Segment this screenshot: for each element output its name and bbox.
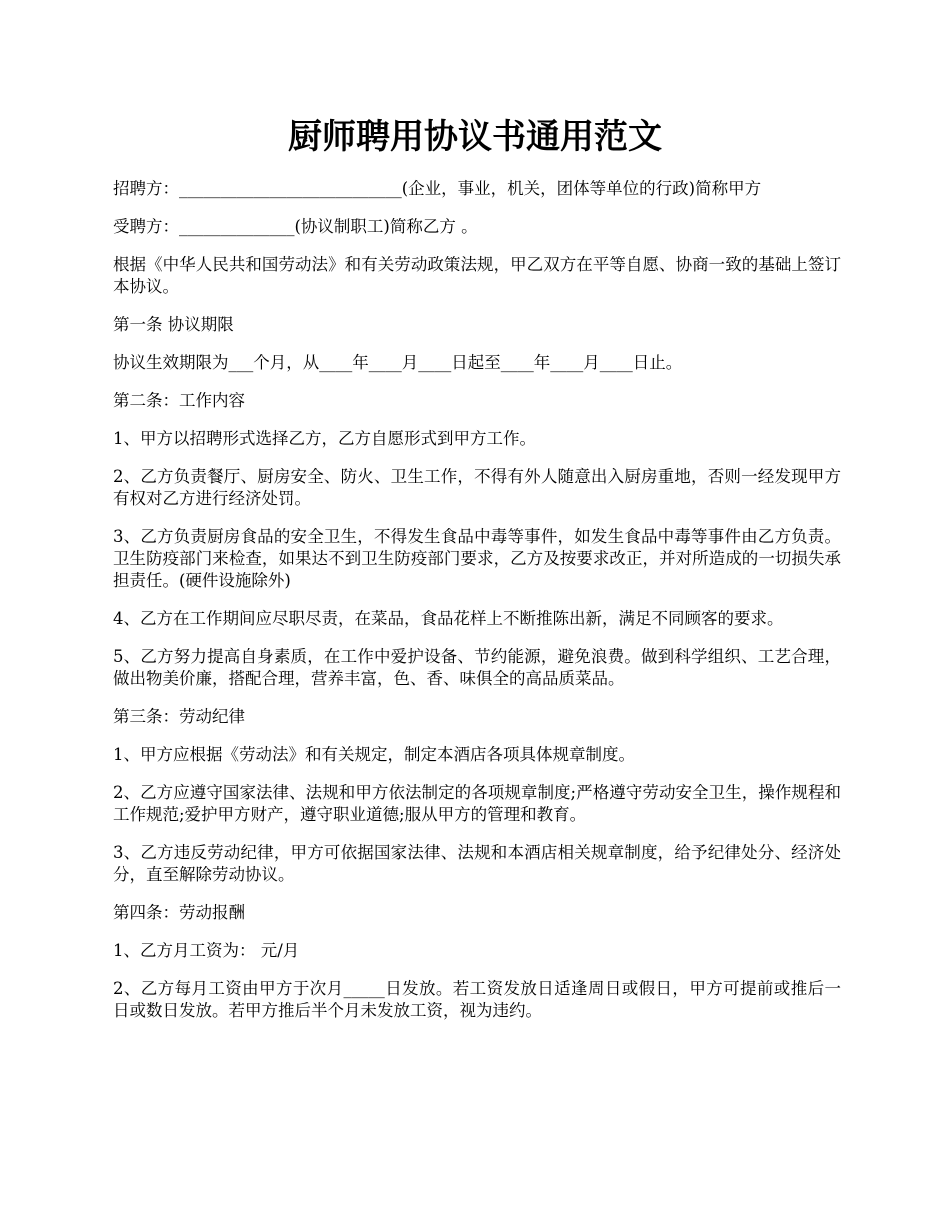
paragraph: 3、乙方违反劳动纪律，甲方可依据国家法律、法规和本酒店相关规章制度，给予纪律处分、经济处分，直至解除劳动协议。 <box>113 843 841 884</box>
paragraph: 4、乙方在工作期间应尽职尽责，在菜品，食品花样上不断推陈出新，满足不同顾客的要求。 <box>113 609 784 628</box>
paragraph: 1、甲方以招聘形式选择乙方，乙方自愿形式到甲方工作。 <box>113 429 536 448</box>
paragraph: 2、乙方负责餐厅、厨房安全、防火、卫生工作，不得有外人随意出入厨房重地，否则一经发现甲方有权对乙方进行经济处罚。 <box>113 467 841 508</box>
section-heading: 第三条：劳动纪律 <box>113 707 245 726</box>
paragraph-preamble: 根据《中华人民共和国劳动法》和有关劳动政策法规，甲乙双方在平等自愿、协商一致的基础上签订本协议。 <box>113 255 841 296</box>
document-body <box>113 178 841 1038</box>
document-title: 厨师聘用协议书通用范文 <box>288 117 662 157</box>
paragraph: 1、乙方月工资为： 元/月 <box>113 941 300 960</box>
paragraph: 3、乙方负责厨房食品的安全卫生，不得发生食品中毒等事件，如发生食品中毒等事件由乙方负责。卫生防疫部门来检查，如果达不到卫生防疫部门要求，乙方及按要求改正，并对所造成的一切损失承担责任。(硬件设施除外) <box>113 527 841 590</box>
paragraph: 2、乙方应遵守国家法律、法规和甲方依法制定的各项规章制度;严格遵守劳动安全卫生，操作规程和工作规范;爱护甲方财产，遵守职业道德;服从甲方的管理和教育。 <box>113 783 841 824</box>
section-heading: 第一条 协议期限 <box>113 315 234 334</box>
paragraph: 5、乙方努力提高自身素质，在工作中爱护设备、节约能源，避免浪费。做到科学组织、工艺合理，做出物美价廉，搭配合理，营养丰富，色、香、味俱全的高品质菜品。 <box>113 647 841 688</box>
paragraph-employer: 招聘方：___________________________(企业，事业，机关，团体等单位的行政)简称甲方 <box>113 179 762 198</box>
section-heading: 第二条：工作内容 <box>113 391 245 410</box>
paragraph: 2、乙方每月工资由甲方于次月_____日发放。若工资发放日适逢周日或假日，甲方可提前或推后一日或数日发放。若甲方推后半个月未发放工资，视为违约。 <box>113 979 841 1020</box>
paragraph: 协议生效期限为___个月，从____年____月____日起至____年____月____日止。 <box>113 353 683 372</box>
section-heading: 第四条：劳动报酬 <box>113 903 245 922</box>
paragraph: 1、甲方应根据《劳动法》和有关规定，制定本酒店各项具体规章制度。 <box>113 745 635 764</box>
paragraph-employee: 受聘方：______________(协议制职工)简称乙方 。 <box>113 217 478 236</box>
